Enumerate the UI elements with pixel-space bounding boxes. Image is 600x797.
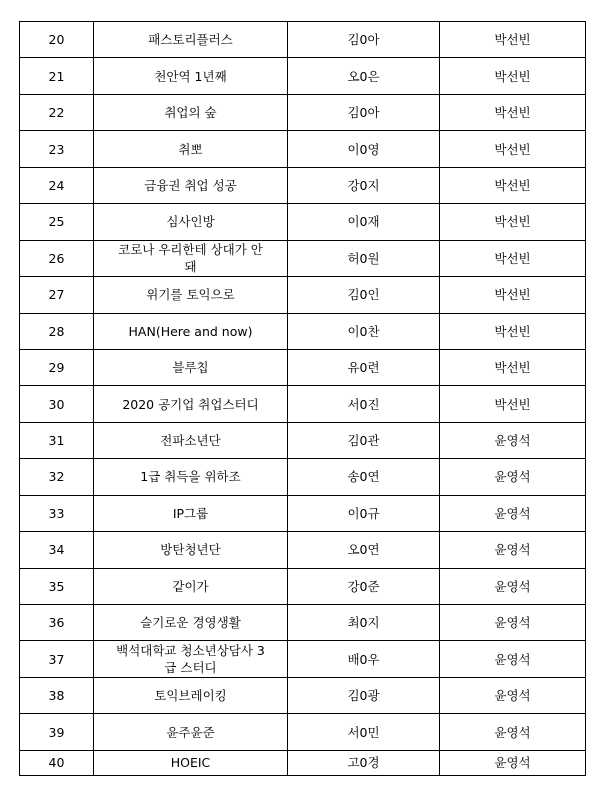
group-leader: 김0관 xyxy=(347,433,380,449)
group-leader: 오0연 xyxy=(347,542,380,558)
group-manager: 윤영석 xyxy=(494,755,531,771)
group-manager: 박선빈 xyxy=(494,360,531,376)
group-leader: 서0진 xyxy=(347,396,380,412)
group-name: IP그룹 xyxy=(172,505,209,521)
group-name: 천안역 1년째 xyxy=(154,68,227,84)
group-manager: 윤영석 xyxy=(494,433,531,449)
group-manager: 윤영석 xyxy=(494,724,531,740)
row-number-cell xyxy=(20,495,94,531)
group-leader: 이0영 xyxy=(347,141,380,157)
row-number-cell xyxy=(20,714,94,750)
group-manager: 박선빈 xyxy=(494,323,531,339)
group-manager: 윤영석 xyxy=(494,615,531,631)
group-manager-cell xyxy=(440,167,586,203)
group-leader: 서0민 xyxy=(347,724,380,740)
table-row xyxy=(20,641,586,677)
group-name: 전파소년단 xyxy=(160,433,221,449)
row-number-cell xyxy=(20,22,94,58)
group-name-cell xyxy=(94,422,288,458)
row-number: 33 xyxy=(48,505,65,521)
group-leader: 최0지 xyxy=(347,615,380,631)
group-name-cell xyxy=(94,204,288,240)
group-leader: 허0원 xyxy=(347,250,380,266)
table-row xyxy=(20,750,586,775)
group-leader: 송0연 xyxy=(347,469,380,485)
group-manager: 박선빈 xyxy=(494,250,531,266)
row-number-cell xyxy=(20,459,94,495)
group-manager: 윤영석 xyxy=(494,469,531,485)
row-number-cell xyxy=(20,641,94,677)
table-row xyxy=(20,167,586,203)
group-leader: 고0경 xyxy=(347,755,380,771)
row-number: 22 xyxy=(48,105,65,121)
group-name: 같이가 xyxy=(172,578,209,594)
group-manager-cell xyxy=(440,677,586,713)
row-number: 23 xyxy=(48,141,65,157)
group-manager-cell xyxy=(440,94,586,130)
group-manager-cell xyxy=(440,568,586,604)
group-name: 윤주윤준 xyxy=(166,724,215,740)
table-row xyxy=(20,677,586,713)
group-manager-cell xyxy=(440,495,586,531)
group-name-cell xyxy=(94,240,288,276)
group-name: 금융권 취업 성공 xyxy=(144,177,237,193)
group-manager-cell xyxy=(440,422,586,458)
group-leader-cell xyxy=(288,422,440,458)
table-row xyxy=(20,532,586,568)
group-leader-cell xyxy=(288,495,440,531)
group-leader: 이0찬 xyxy=(347,323,380,339)
group-leader-cell xyxy=(288,131,440,167)
group-manager: 박선빈 xyxy=(494,177,531,193)
group-leader-cell xyxy=(288,240,440,276)
group-leader-cell xyxy=(288,677,440,713)
group-manager: 윤영석 xyxy=(494,505,531,521)
group-name-cell xyxy=(94,677,288,713)
group-leader: 강0지 xyxy=(347,177,380,193)
group-leader: 이0규 xyxy=(347,505,380,521)
row-number: 31 xyxy=(48,433,65,449)
group-leader-cell xyxy=(288,641,440,677)
row-number-cell xyxy=(20,677,94,713)
group-manager: 윤영석 xyxy=(494,542,531,558)
table-row xyxy=(20,131,586,167)
group-leader-cell xyxy=(288,22,440,58)
group-leader-cell xyxy=(288,349,440,385)
row-number: 30 xyxy=(48,396,65,412)
table-row xyxy=(20,568,586,604)
group-name-cell xyxy=(94,495,288,531)
table-row xyxy=(20,240,586,276)
group-manager-cell xyxy=(440,131,586,167)
group-leader-cell xyxy=(288,277,440,313)
group-leader: 김0인 xyxy=(347,287,380,303)
group-manager-cell xyxy=(440,714,586,750)
group-leader-cell xyxy=(288,459,440,495)
group-leader-cell xyxy=(288,167,440,203)
group-leader-cell xyxy=(288,94,440,130)
row-number: 34 xyxy=(48,542,65,558)
group-leader: 이0재 xyxy=(347,214,380,230)
group-manager: 윤영석 xyxy=(494,578,531,594)
group-leader-cell xyxy=(288,750,440,775)
group-leader-cell xyxy=(288,532,440,568)
group-manager-cell xyxy=(440,313,586,349)
group-name: 위기를 토익으로 xyxy=(146,287,235,303)
row-number-cell xyxy=(20,240,94,276)
group-name-cell xyxy=(94,641,288,677)
group-name-cell xyxy=(94,750,288,775)
row-number-cell xyxy=(20,532,94,568)
row-number-cell xyxy=(20,58,94,94)
row-number: 21 xyxy=(48,68,65,84)
study-group-table-body xyxy=(20,22,586,776)
row-number: 29 xyxy=(48,360,65,376)
table-row xyxy=(20,714,586,750)
group-name: 코로나 우리한테 상대가 안돼 xyxy=(118,242,263,275)
group-name: HOEIC xyxy=(170,755,211,771)
table-row xyxy=(20,605,586,641)
row-number: 25 xyxy=(48,214,65,230)
group-manager-cell xyxy=(440,750,586,775)
group-leader-cell xyxy=(288,313,440,349)
group-manager: 윤영석 xyxy=(494,651,531,667)
row-number: 37 xyxy=(48,651,65,667)
table-row xyxy=(20,313,586,349)
table-row xyxy=(20,22,586,58)
group-leader-cell xyxy=(288,605,440,641)
group-name: 1급 취득을 위하조 xyxy=(140,469,241,485)
row-number: 38 xyxy=(48,688,65,704)
group-manager: 박선빈 xyxy=(494,141,531,157)
group-name-cell xyxy=(94,714,288,750)
group-manager: 박선빈 xyxy=(494,214,531,230)
group-leader-cell xyxy=(288,568,440,604)
row-number-cell xyxy=(20,313,94,349)
group-name-cell xyxy=(94,532,288,568)
group-manager-cell xyxy=(440,22,586,58)
table-row xyxy=(20,495,586,531)
group-leader: 유0련 xyxy=(347,360,380,376)
group-leader-cell xyxy=(288,714,440,750)
group-name-cell xyxy=(94,459,288,495)
group-name: 블루칩 xyxy=(172,360,209,376)
group-name-cell xyxy=(94,167,288,203)
row-number: 39 xyxy=(48,724,65,740)
row-number-cell xyxy=(20,605,94,641)
group-manager-cell xyxy=(440,58,586,94)
row-number-cell xyxy=(20,568,94,604)
row-number-cell xyxy=(20,386,94,422)
row-number-cell xyxy=(20,349,94,385)
table-row xyxy=(20,94,586,130)
row-number: 28 xyxy=(48,323,65,339)
group-leader: 김0아 xyxy=(347,105,380,121)
group-name-cell xyxy=(94,386,288,422)
row-number-cell xyxy=(20,94,94,130)
group-leader-cell xyxy=(288,58,440,94)
group-name: 심사인방 xyxy=(166,214,215,230)
row-number-cell xyxy=(20,167,94,203)
row-number-cell xyxy=(20,131,94,167)
group-name: 2020 공기업 취업스터디 xyxy=(122,396,259,412)
table-row xyxy=(20,349,586,385)
group-manager-cell xyxy=(440,459,586,495)
group-manager: 윤영석 xyxy=(494,688,531,704)
row-number-cell xyxy=(20,422,94,458)
study-group-table xyxy=(19,21,586,776)
group-manager: 박선빈 xyxy=(494,32,531,48)
row-number-cell xyxy=(20,277,94,313)
row-number: 35 xyxy=(48,578,65,594)
group-manager: 박선빈 xyxy=(494,68,531,84)
group-manager: 박선빈 xyxy=(494,105,531,121)
group-manager-cell xyxy=(440,641,586,677)
row-number: 36 xyxy=(48,615,65,631)
table-row xyxy=(20,277,586,313)
group-leader: 배0우 xyxy=(347,651,380,667)
group-manager-cell xyxy=(440,204,586,240)
group-leader: 오0은 xyxy=(347,68,380,84)
group-manager-cell xyxy=(440,240,586,276)
row-number: 27 xyxy=(48,287,65,303)
group-manager-cell xyxy=(440,277,586,313)
group-name-cell xyxy=(94,58,288,94)
group-manager: 박선빈 xyxy=(494,396,531,412)
table-row xyxy=(20,58,586,94)
group-leader-cell xyxy=(288,204,440,240)
row-number-cell xyxy=(20,204,94,240)
group-name-cell xyxy=(94,277,288,313)
group-name-cell xyxy=(94,349,288,385)
group-manager-cell xyxy=(440,532,586,568)
row-number: 20 xyxy=(48,32,65,48)
group-name: 패스토리플러스 xyxy=(148,32,233,48)
table-row xyxy=(20,386,586,422)
row-number: 32 xyxy=(48,469,65,485)
table-row xyxy=(20,459,586,495)
group-manager: 박선빈 xyxy=(494,287,531,303)
group-leader: 김0광 xyxy=(347,688,380,704)
group-leader: 김0아 xyxy=(347,32,380,48)
group-name: 토익브레이킹 xyxy=(154,688,227,704)
group-name-cell xyxy=(94,22,288,58)
table-row xyxy=(20,204,586,240)
group-manager-cell xyxy=(440,349,586,385)
group-name: 취뽀 xyxy=(178,141,203,157)
group-leader: 강0준 xyxy=(347,578,380,594)
row-number: 24 xyxy=(48,177,65,193)
group-name-cell xyxy=(94,313,288,349)
group-name: 슬기로운 경영생활 xyxy=(140,615,241,631)
group-name: 백석대학교 청소년상담사 3급 스터디 xyxy=(116,643,265,676)
group-name: 방탄청년단 xyxy=(160,542,221,558)
group-leader-cell xyxy=(288,386,440,422)
group-name: 취업의 숲 xyxy=(164,105,217,121)
row-number: 26 xyxy=(48,250,65,266)
row-number: 40 xyxy=(48,755,65,771)
group-name-cell xyxy=(94,568,288,604)
group-manager-cell xyxy=(440,386,586,422)
table-row xyxy=(20,422,586,458)
group-name-cell xyxy=(94,94,288,130)
group-name: HAN(Here and now) xyxy=(128,323,253,339)
group-name-cell xyxy=(94,131,288,167)
row-number-cell xyxy=(20,750,94,775)
group-manager-cell xyxy=(440,605,586,641)
group-name-cell xyxy=(94,605,288,641)
